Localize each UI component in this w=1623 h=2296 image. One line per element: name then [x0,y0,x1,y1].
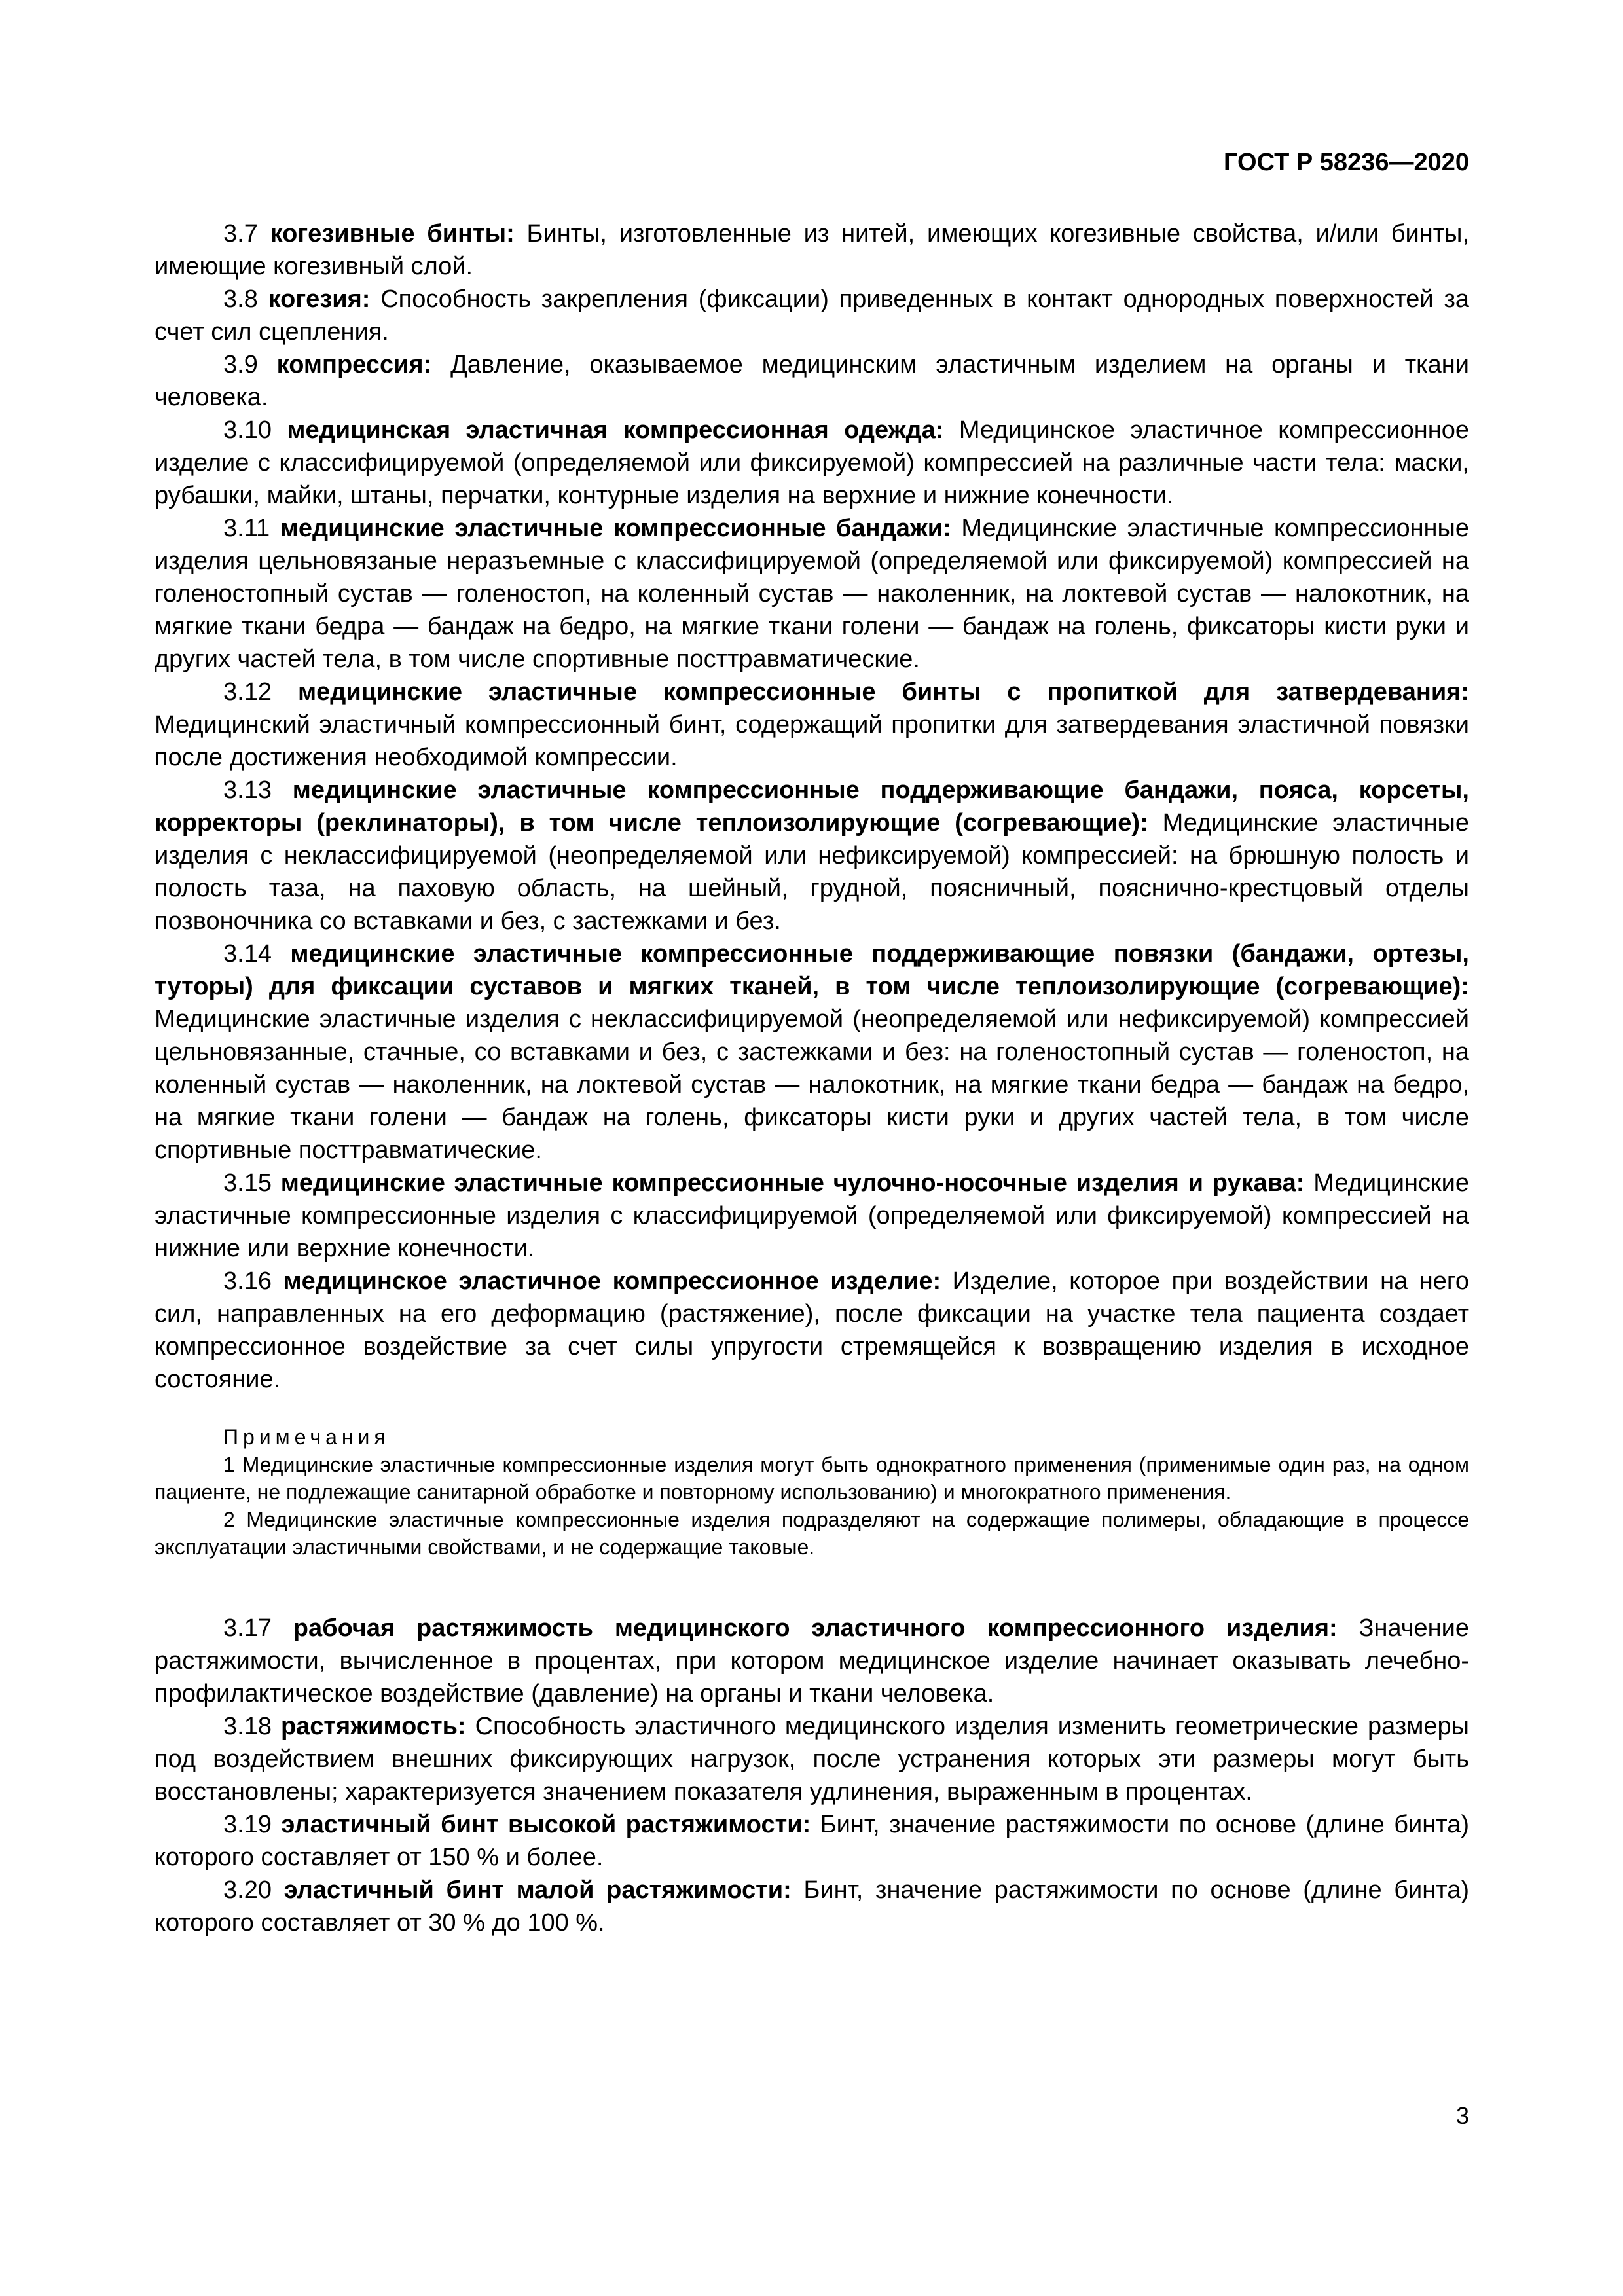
term-definition: Медицинский эластичный компрессионный бинт, содержащий пропитки для затвердевания эластичной повязки после достижения необходимой компрессии. [155,711,1469,771]
term-number: 3.15 [223,1169,272,1197]
term-number: 3.10 [223,416,272,444]
term-name: когезия: [268,285,371,313]
page-number: 3 [1455,2102,1469,2129]
term-number: 3.19 [223,1811,272,1838]
term-3-19 [155,1808,1469,1874]
term-3-8 [155,283,1469,348]
term-3-14 [155,938,1469,1167]
term-definition: Значение растяжимости, вычисленное в процентах, при котором медицинское изделие начинает оказывать лечебно-профилактическое воздействие (давление) на органы и ткани человека. [155,1614,1470,1707]
term-name: эластичный бинт малой растяжимости: [283,1876,792,1904]
term-definition: Бинт, значение растяжимости по основе (длине бинта) которого составляет от 150 % и более. [155,1811,1470,1871]
term-3-20 [155,1874,1469,1939]
note-item: 2 Медицинские эластичные компрессионные изделия подразделяют на содержащие полимеры, обладающие в процессе эксплуатации эластичными свойствами, и не содержащие таковые. [155,1508,1469,1559]
term-definition: Давление, оказываемое медицинским эластичным изделием на органы и ткани человека. [155,351,1469,411]
term-3-17 [155,1612,1469,1710]
term-definition: Медицинские эластичные компрессионные изделия цельновязаные неразъемные с классифицируемой (определяемой или фиксируемой) компрессией на голеностопный сустав — голеностоп, на коленный сустав — наколенник, на локтевой сустав — налокотник, на мягкие ткани бедра — бандаж на бедро, на мягкие ткани голени — бандаж на голень, фиксаторы кисти руки и других частей тела, в том числе спортивные посттравматические. [155,515,1469,673]
term-number: 3.7 [223,220,258,247]
term-name: медицинская эластичная компрессионная одежда: [287,416,944,444]
term-name: медицинские эластичные компрессионные поддерживающие бандажи, пояса, корсеты, корректоры (реклинаторы), в том числе теплоизолирующие (согревающие): [155,776,1469,837]
term-3-16 [155,1265,1469,1396]
term-number: 3.16 [223,1267,272,1295]
term-3-15 [155,1167,1469,1265]
term-definition: Медицинское эластичное компрессионное изделие с классифицируемой (определяемой или фиксируемой) компрессией на различные части тела: маски, рубашки, майки, штаны, перчатки, контурные изделия на верхние и нижние конечности. [155,416,1470,509]
term-definition: Бинты, изготовленные из нитей, имеющих когезивные свойства, и/или бинты, имеющие когезивный слой. [155,220,1470,280]
term-name: растяжимость: [280,1713,466,1740]
term-number: 3.14 [223,940,272,968]
term-number: 3.12 [223,678,272,706]
term-name: рабочая растяжимость медицинского эластичного компрессионного изделия: [293,1614,1338,1642]
term-number: 3.13 [223,776,272,804]
term-definition: Изделие, которое при воздействии на него сил, направленных на его деформацию (растяжение), после фиксации на участке тела пациента создает компрессионное воздействие за счет силы упругости стремящейся к возвращению изделия в исходное состояние. [155,1267,1469,1393]
term-definition: Бинт, значение растяжимости по основе (длине бинта) которого составляет от 30 % до 100 %. [155,1876,1469,1937]
term-number: 3.9 [223,351,258,378]
term-3-9 [155,348,1469,414]
standard-designation: ГОСТ Р 58236—2020 [1224,149,1469,176]
term-definition: Способность закрепления (фиксации) приведенных в контакт однородных поверхностей за счет сил сцепления. [155,285,1469,346]
term-name: медицинское эластичное компрессионное изделие: [283,1267,941,1295]
term-definition: Медицинские эластичные изделия с неклассифицируемой (неопределяемой или нефиксируемой) компрессией цельновязанные, стачные, со вставками и без, с застежками и без: на голеностопный сустав — голеностоп, на коленный сустав — наколенник, на локтевой сустав — налокотник, на мягкие ткани бедра — бандаж на бедро, на мягкие ткани голени — бандаж на голень, фиксаторы кисти руки и других частей тела, в том числе спортивные посттравматические. [155,1006,1469,1164]
term-number: 3.11 [223,515,270,542]
term-3-7 [155,217,1469,283]
notes-block [155,1423,1469,1561]
document-body [155,217,1469,1939]
term-definition: Способность эластичного медицинского изделия изменить геометрические размеры под воздействием внешних фиксирующих нагрузок, после устранения которых эти размеры могут быть восстановлены; характеризуется значением показателя удлинения, выраженным в процентах. [155,1713,1469,1806]
term-3-11 [155,512,1469,676]
term-name: медицинские эластичные компрессионные поддерживающие повязки (бандажи, ортезы, туторы) для фиксации суставов и мягких тканей, в том числе теплоизолирующие (согревающие): [155,940,1469,1000]
notes-title: Примечания [223,1425,390,1449]
term-name: компрессия: [276,351,432,378]
term-name: когезивные бинты: [270,220,515,247]
term-3-12 [155,676,1469,774]
term-number: 3.8 [223,285,258,313]
term-3-18 [155,1710,1469,1808]
term-number: 3.18 [223,1713,272,1740]
term-number: 3.17 [223,1614,272,1642]
term-number: 3.20 [223,1876,272,1904]
term-definition: Медицинские эластичные изделия с неклассифицируемой (неопределяемой или нефиксируемой) компрессией: на брюшную полость и полость таза, на паховую область, на шейный, грудной, поясничный, пояснично-крестцовый отделы позвоночника со вставками и без, с застежками и без. [155,809,1469,935]
term-3-13 [155,774,1469,938]
term-3-10 [155,414,1469,512]
term-definition: Медицинские эластичные компрессионные изделия с классифицируемой (определяемой или фиксируемой) компрессией на нижние или верхние конечности. [155,1169,1470,1262]
term-name: медицинские эластичные компрессионные чулочно-носочные изделия и рукава: [280,1169,1305,1197]
document-page [155,0,1469,2296]
note-item: 1 Медицинские эластичные компрессионные изделия могут быть однократного применения (применимые один раз, на одном пациенте, не подлежащие санитарной обработке и повторному использованию) и многократного применения. [155,1453,1469,1504]
term-name: медицинские эластичные компрессионные бандажи: [280,515,951,542]
term-name: медицинские эластичные компрессионные бинты с пропиткой для затвердевания: [297,678,1470,706]
term-name: эластичный бинт высокой растяжимости: [281,1811,811,1838]
